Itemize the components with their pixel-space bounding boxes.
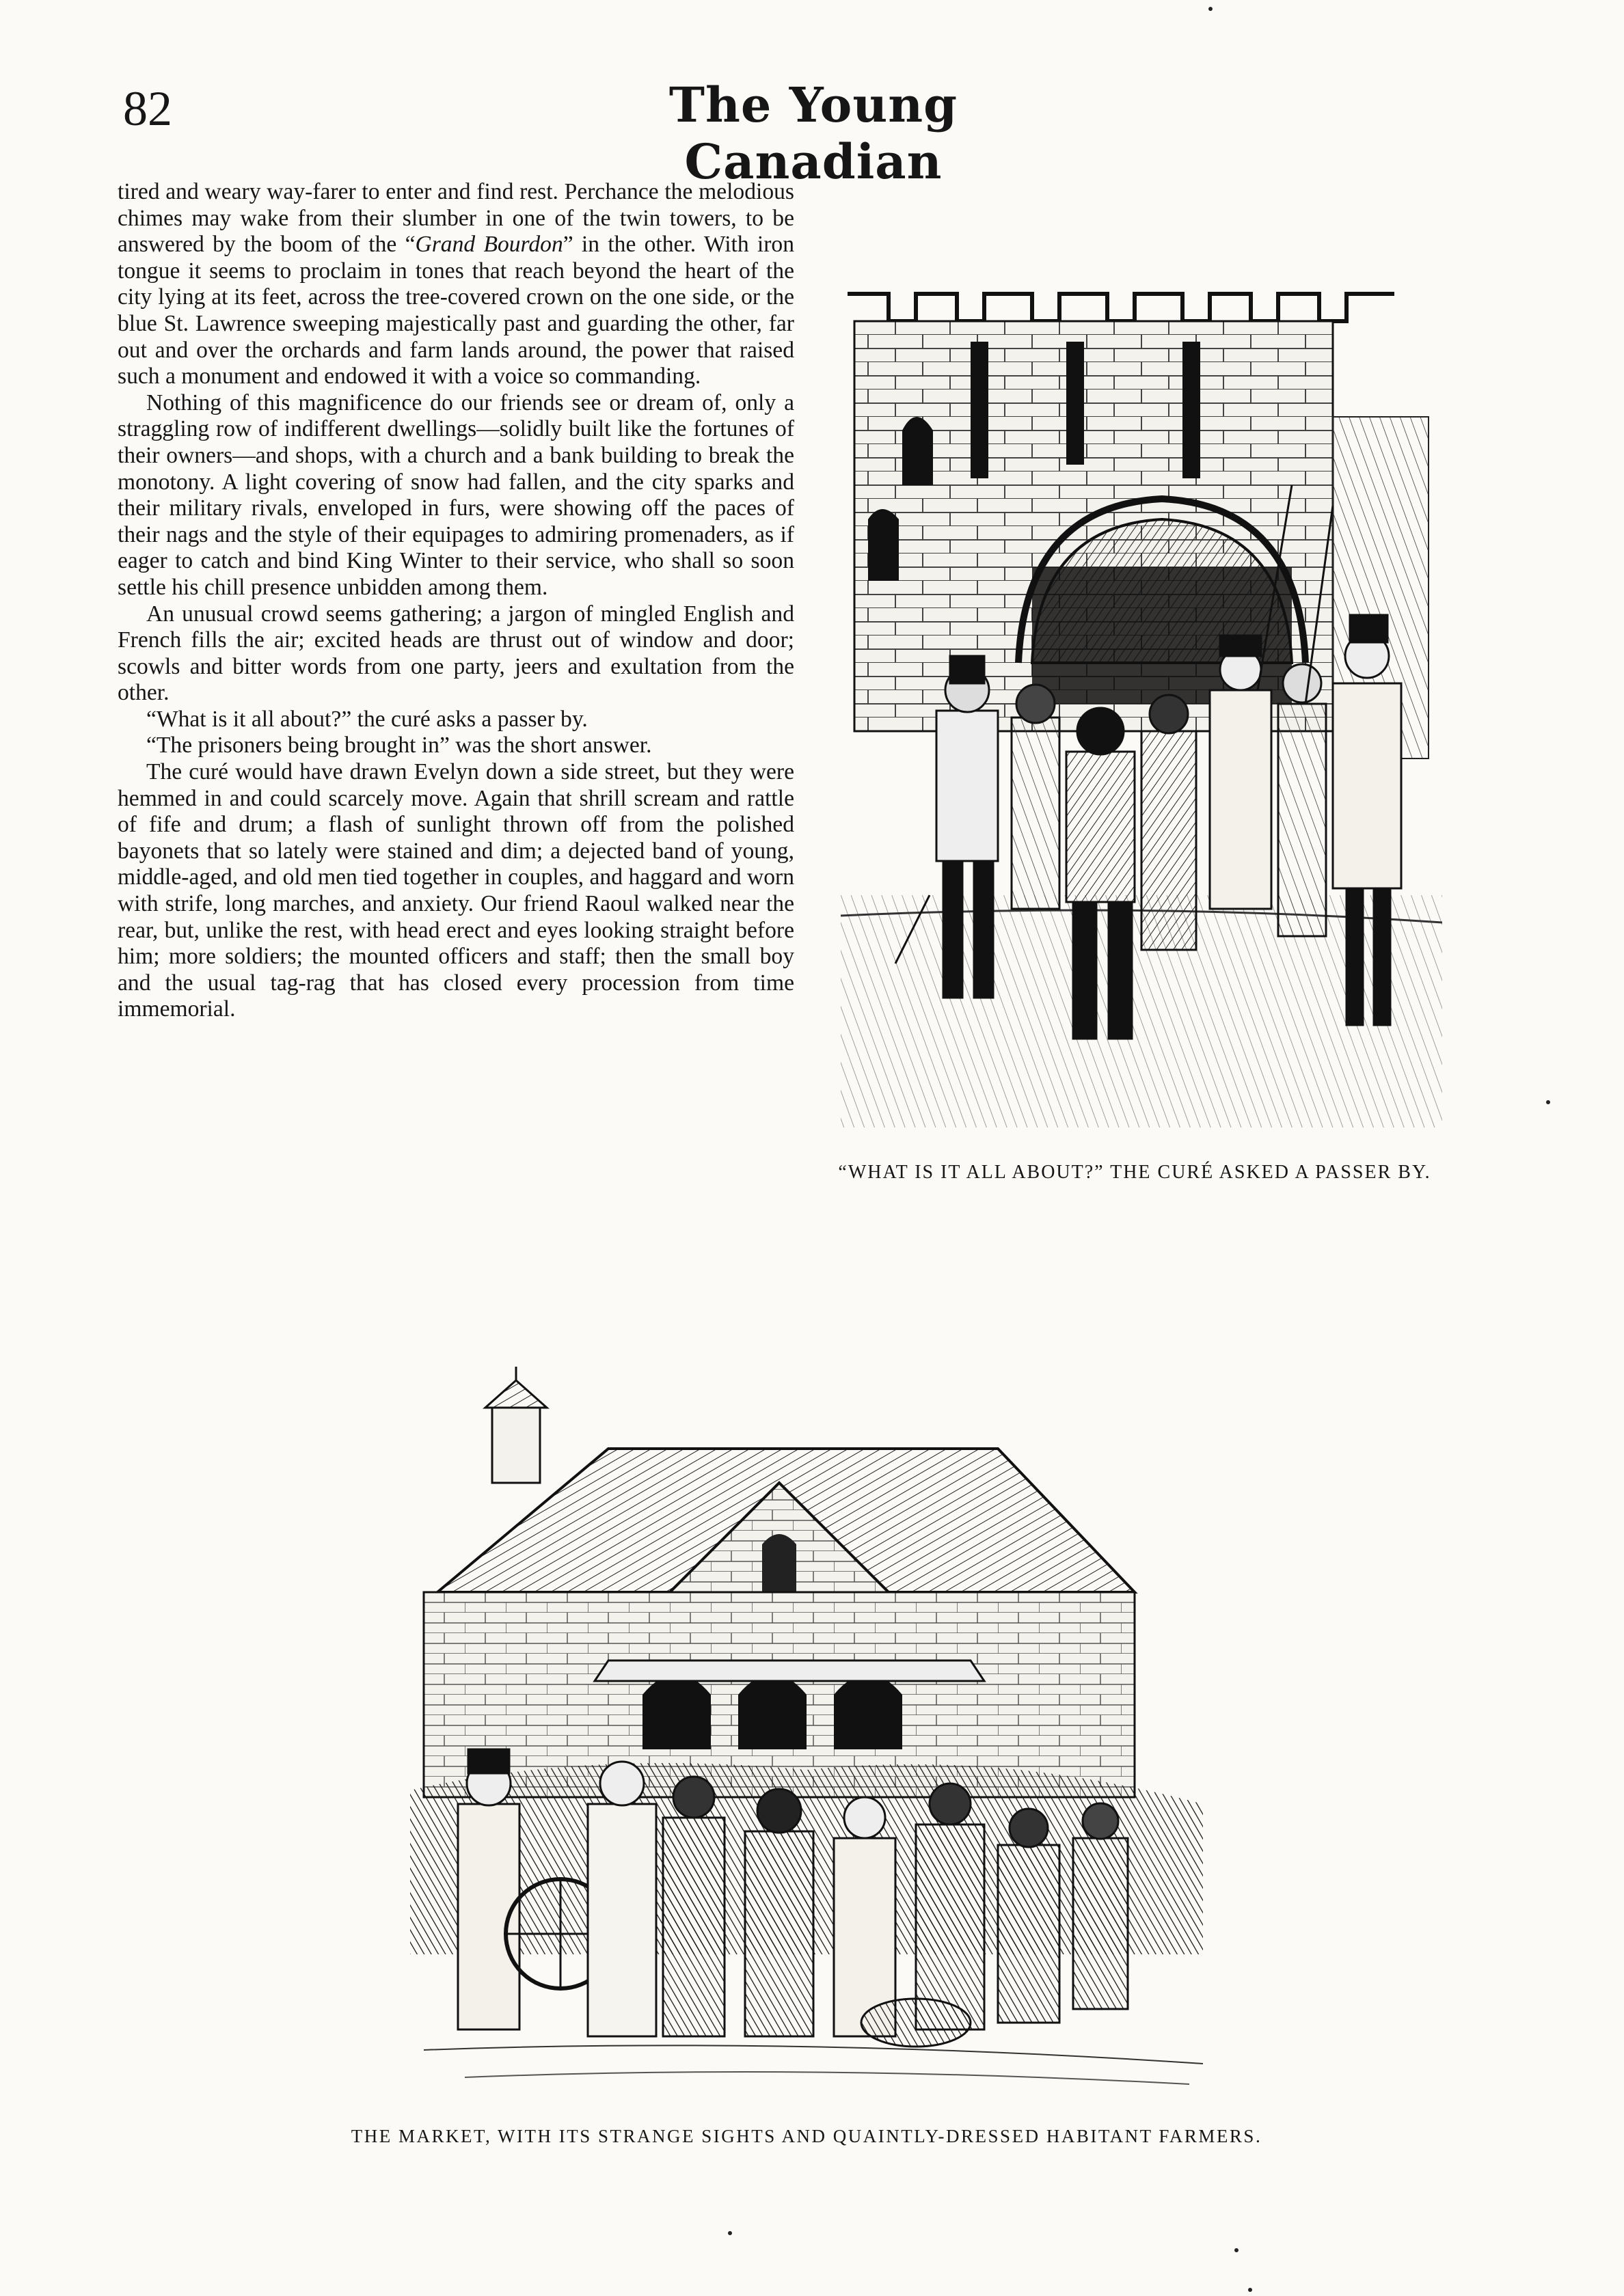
paragraph-4: “What is it all about?” the curé asks a passer by. <box>146 706 588 732</box>
page-header <box>0 0 1624 190</box>
emphasis-grand-bourdon: Grand Bourdon <box>415 232 563 258</box>
article-text-column <box>118 179 794 1023</box>
caption-market: THE MARKET, WITH ITS STRANGE SIGHTS AND QUAINTLY-DRESSED HABITANT FARMERS. <box>351 2126 1262 2146</box>
paragraph-3: An unusual crowd seems gathering; a jargon of mingled English and French fills the air; excited heads are thrust out of window and door; scowls and bitter words from one party, jeers and exultation from the other. <box>118 601 794 706</box>
page-speck <box>1248 2288 1252 2292</box>
paragraph-6: The curé would have drawn Evelyn down a side street, but they were hemmed in and could scarcely move. Again that shrill scream and rattle of fife and drum; a flash of sunlight thrown off from the polished bayonets that so lately were stained and dim; a dejected band of young, middle-aged, and old men tied together in couples, and haggard and worn with strife, long marches, and anxiety. Our friend Raoul walked near the rear, but, unlike the rest, with head erect and eyes looking straight before him; more soldiers; the mounted officers and staff; then the small boy and the usual tag-rag that has closed every procession from time immemorial. <box>118 759 794 1022</box>
illustration-market <box>383 1367 1244 2098</box>
page-speck <box>728 2231 732 2235</box>
illustration-fortress-gate <box>841 280 1442 1128</box>
paragraph-5: “The prisoners being brought in” was the short answer. <box>146 733 652 758</box>
caption-prisoners: “WHAT IS IT ALL ABOUT?” THE CURÉ ASKED A PASSER BY. <box>838 1162 1431 1183</box>
page-speck <box>1234 2248 1239 2252</box>
page-speck <box>1546 1100 1550 1104</box>
journal-title: The Young Canadian <box>668 77 958 190</box>
paragraph-2: Nothing of this magnificence do our friends see or dream of, only a straggling row of indifferent dwellings—solidly built like the fortunes of their owners—and shops, with a church and a bank building to break the monotony. A light covering of snow had fallen, and the city sparks and their military rivals, enveloped in furs, were showing off the paces of their nags and the style of their equipages to admiring promenaders, as if eager to catch and bind King Winter to their service, who shall so soon settle his chill presence unbidden among them. <box>118 390 794 600</box>
page-number: 82 <box>123 81 172 136</box>
page-speck <box>1208 7 1213 11</box>
fortress-gate-engraving <box>841 280 1442 1128</box>
paragraph-1: tired and weary way-farer to enter and find rest. Perchance the melodious chimes may wake from their slumber in one of the twin towers, to be answered by the boom of the “Grand Bourdon” in the other. With iron tongue it seems to proclaim in tones that reach beyond the heart of the city lying at its feet, across the tree-covered crown on the one side, or the blue St. Lawrence sweeping majestically past and guarding the other, far out and over the orchards and farm lands around, the power that raised such a monument and endowed it with a voice so commanding. <box>118 179 795 390</box>
market-engraving <box>383 1367 1244 2098</box>
